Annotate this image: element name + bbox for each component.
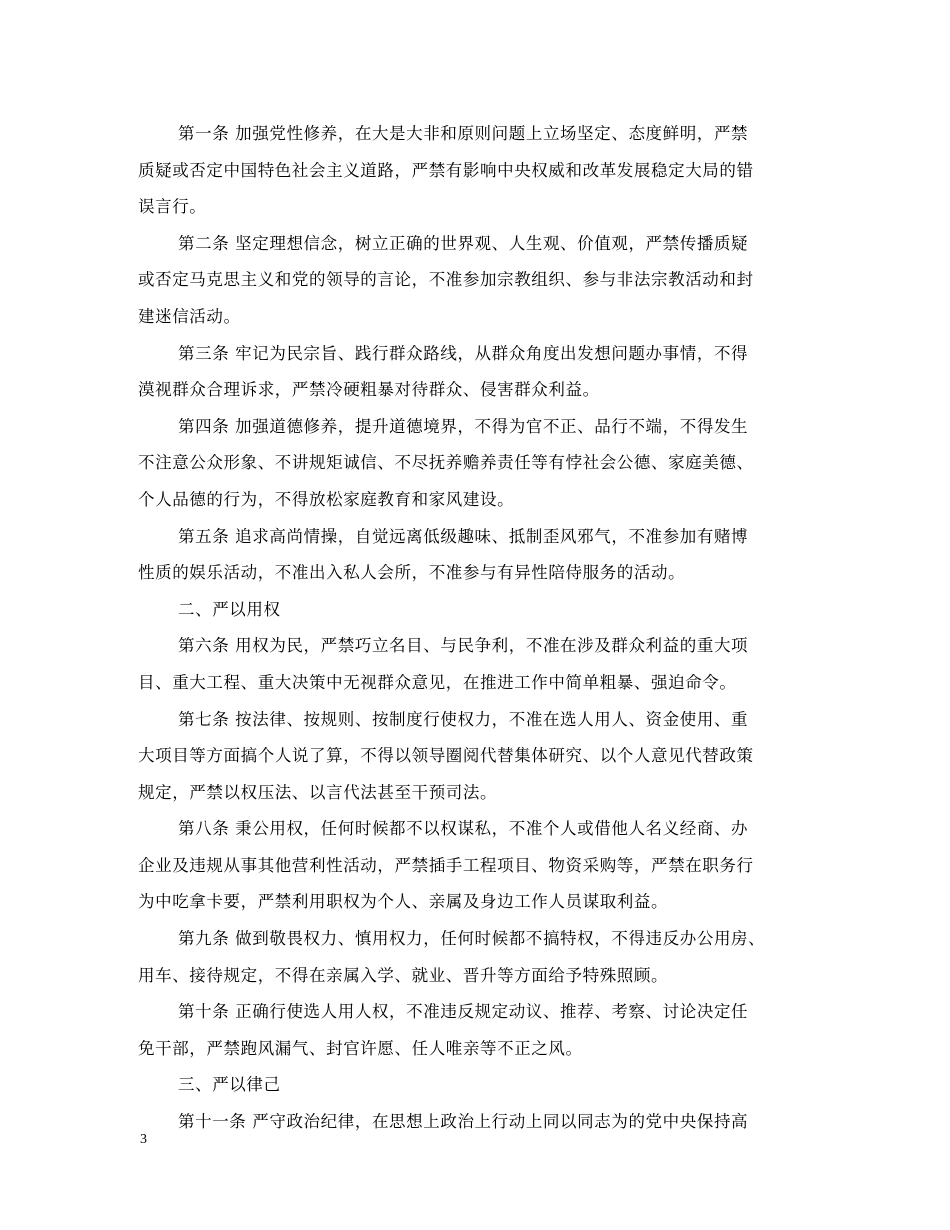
text-line: 第二条 坚定理想信念，树立正确的世界观、人生观、价值观，严禁传播质疑	[178, 233, 749, 253]
section-heading-3	[138, 1067, 814, 1104]
text-line: 质疑或否定中国特色社会主义道路，严禁有影响中央权威和改革发展稳定大局的错	[138, 160, 754, 180]
paragraph-article-1	[138, 116, 814, 226]
text-line: 第九条 做到敬畏权力、慎用权力，任何时候都不搞特权，不得违反办公用房、	[178, 929, 766, 949]
text-line: 不注意公众形象、不讲规矩诚信、不尽抚养赡养责任等有悖社会公德、家庭美德、	[138, 453, 754, 473]
text-line: 为中吃拿卡要，严禁利用职权为个人、亲属及身边工作人员谋取利益。	[138, 892, 669, 912]
paragraph-article-7	[138, 702, 814, 812]
text-line: 第一条 加强党性修养，在大是大非和原则问题上立场坚定、态度鲜明，严禁	[178, 124, 749, 143]
text-line: 第三条 牢记为民宗旨、践行群众路线，从群众角度出发想问题办事情，不得	[178, 343, 749, 363]
document-body	[138, 116, 814, 1141]
text-line: 漠视群众合理诉求，严禁冷硬粗暴对待群众、侵害群众利益。	[138, 380, 600, 400]
text-line: 企业及违规从事其他营利性活动，严禁插手工程项目、物资采购等，严禁在职务行	[138, 855, 754, 875]
text-line: 个人品德的行为，不得放松家庭教育和家风建设。	[138, 489, 515, 509]
text-line: 第十一条 严守政治纪律，在思想上政治上行动上同以同志为的党中央保持高	[178, 1112, 749, 1132]
paragraph-article-10	[138, 994, 814, 1067]
text-line: 第四条 加强道德修养，提升道德境界，不得为官不正、品行不端，不得发生	[178, 416, 749, 436]
text-line: 大项目等方面搞个人说了算，不得以领导圈阅代替集体研究、以个人意见代替政策	[138, 746, 754, 766]
text-line: 免干部，严禁跑风漏气、封官许愿、任人唯亲等不正之风。	[138, 1038, 583, 1058]
text-line: 建迷信活动。	[138, 306, 241, 326]
section-heading: 二、严以用权	[178, 599, 281, 619]
paragraph-article-4	[138, 409, 814, 519]
text-line: 第七条 按法律、按规则、按制度行使权力，不准在选人用人、资金使用、重	[178, 709, 749, 729]
paragraph-article-3	[138, 336, 814, 409]
paragraph-article-6	[138, 628, 814, 701]
text-line: 性质的娱乐活动，不准出入私人会所，不准参与有异性陪侍服务的活动。	[138, 563, 686, 583]
page-number: 3	[140, 1132, 147, 1147]
paragraph-article-11	[138, 1104, 814, 1141]
text-line: 或否定马克思主义和党的领导的言论，不准参加宗教组织、参与非法宗教活动和封	[138, 270, 754, 290]
text-line: 用车、接待规定，不得在亲属入学、就业、晋升等方面给予特殊照顾。	[138, 965, 669, 985]
paragraph-article-9	[138, 921, 814, 994]
text-line: 目、重大工程、重大决策中无视群众意见，在推进工作中简单粗暴、强迫命令。	[138, 672, 737, 692]
text-line: 第十条 正确行使选人用人权，不准违反规定动议、推荐、考察、讨论决定任	[178, 1002, 749, 1022]
text-line: 误言行。	[138, 197, 207, 217]
text-line: 第六条 用权为民，严禁巧立名目、与民争利，不准在涉及群众利益的重大项	[178, 636, 749, 656]
paragraph-article-8	[138, 811, 814, 921]
text-line: 第八条 秉公用权，任何时候都不以权谋私，不准个人或借他人名义经商、办	[178, 819, 749, 839]
paragraph-article-5	[138, 519, 814, 592]
section-heading-2	[138, 592, 814, 629]
text-line: 第五条 追求高尚情操，自觉远离低级趣味、抵制歪风邪气，不准参加有赌博	[178, 526, 749, 546]
section-heading: 三、严以律己	[178, 1075, 281, 1095]
paragraph-article-2	[138, 226, 814, 336]
text-line: 规定，严禁以权压法、以言代法甚至干预司法。	[138, 782, 498, 802]
